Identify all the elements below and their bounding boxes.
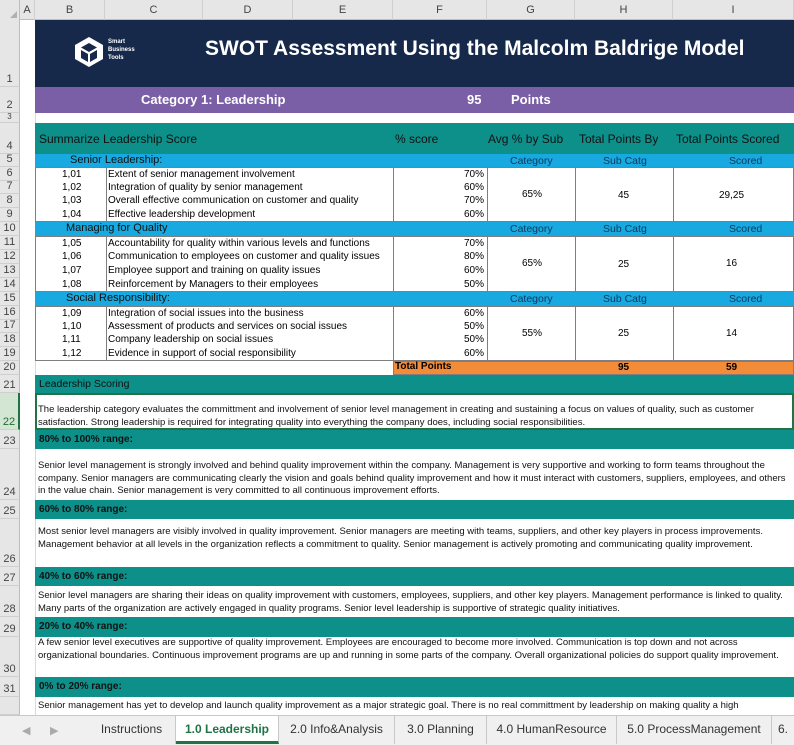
item-description[interactable]: Integration of quality by senior management [108,182,303,193]
worksheet-grid[interactable] [20,20,794,715]
row-header[interactable]: 28 [0,586,20,617]
logo-line: Tools [108,55,124,61]
section-scored[interactable]: 29,25 [719,190,745,201]
range-heading[interactable]: 80% to 100% range: [35,430,794,449]
range-heading[interactable]: 0% to 20% range: [35,677,794,697]
row-header[interactable]: 14 [0,278,20,292]
divider [575,167,576,222]
sheet-tab-human-resource[interactable]: 4.0 HumanResource [487,716,617,744]
avg-pct-header[interactable]: Avg % by Sub [488,132,564,146]
sheet-tab-planning[interactable]: 3.0 Planning [395,716,487,744]
section-scored-label[interactable]: Scored [729,155,763,167]
column-header-a[interactable]: A [20,0,35,20]
divider [673,236,674,292]
section-subcatg-label[interactable]: Sub Catg [603,155,647,167]
item-code[interactable]: 1,06 [62,251,82,262]
item-pct[interactable]: 50% [464,334,485,345]
item-pct[interactable]: 60% [464,308,485,319]
item-code[interactable]: 1,02 [62,182,82,193]
range-heading[interactable]: 40% to 60% range: [35,567,794,586]
section-points[interactable]: 25 [618,328,630,339]
row-header[interactable]: 12 [0,250,20,264]
row-header[interactable]: 4 [0,123,20,154]
row-header[interactable]: 29 [0,617,20,637]
row-header[interactable]: 25 [0,500,20,519]
logo-line: Business [108,47,135,53]
section-category-label[interactable]: Category [510,293,553,305]
row-header[interactable]: 27 [0,567,20,586]
pct-score-header[interactable]: % score [395,132,439,146]
item-code[interactable]: 1,09 [62,308,82,319]
item-description[interactable]: Effective leadership development [108,209,256,220]
item-description[interactable]: Overall effective communication on customer and quality [108,195,359,206]
item-code[interactable]: 1,10 [62,321,82,332]
row-header[interactable]: 30 [0,637,20,677]
row-header[interactable]: 11 [0,236,20,250]
item-description[interactable]: Company leadership on social issues [108,334,274,345]
item-description[interactable]: Employee support and training on quality issues [108,265,321,276]
divider [575,306,576,361]
divider [487,306,488,361]
item-code[interactable]: 1,07 [62,265,82,276]
divider [393,167,394,222]
sheet-tab-leadership[interactable]: 1.0 Leadership [176,716,279,744]
section-avg[interactable]: 55% [522,328,543,339]
logo-line: Smart [108,39,126,45]
row-header[interactable]: 1 [0,20,20,87]
row-header[interactable]: 6 [0,167,20,181]
category-label[interactable]: Category 1: Leadership [141,92,286,107]
item-description[interactable]: Reinforcement by Managers to their employees [108,279,319,290]
row-header[interactable]: 23 [0,430,20,449]
item-pct[interactable]: 60% [464,265,485,276]
item-code[interactable]: 1,03 [62,195,82,206]
section-points[interactable]: 45 [618,190,630,201]
range-description[interactable]: Senior level managers are sharing their ideas on quality improvement with customers, employees, suppliers, and other key players. Management performance is linked to quality. Many parts of the organization are actively engaged in quality programs. Senior level leadership is supportive of strategic quality initiatives. [38,590,783,614]
row-header[interactable]: 13 [0,264,20,278]
row-header-selected[interactable]: 22 [0,393,20,430]
section-scored[interactable]: 14 [726,328,738,339]
category-points[interactable]: 95 [467,92,482,107]
sheet-tab-info-analysis[interactable]: 2.0 Info&Analysis [279,716,395,744]
sheet-tab-overflow[interactable]: 6. [777,722,788,736]
item-description[interactable]: Integration of social issues into the business [108,308,304,319]
divider [106,167,107,222]
column-header-bar [0,0,794,20]
item-description[interactable]: Evidence in support of social responsibility [108,348,296,359]
row-header[interactable]: 3 [0,113,20,123]
row-header[interactable]: 9 [0,208,20,222]
select-all-corner[interactable] [0,0,20,20]
smart-business-tools-logo-icon [73,36,105,68]
item-pct[interactable]: 80% [464,251,485,262]
item-pct[interactable]: 70% [464,169,485,180]
row-header [0,697,20,715]
section-category-label[interactable]: Category [510,223,553,235]
row-header[interactable]: 19 [0,347,20,361]
item-code[interactable]: 1,04 [62,209,82,220]
scoring-intro[interactable]: The leadership category evaluates the committment and involvement of senior level management in creating and sustaining a focus on values of quality, such as customer satisfaction. Strong leadership is required for integrating quality into everything the company does, including social responsibilities. [38,404,754,428]
section-title[interactable]: Social Responsibility: [66,292,170,304]
column-header-i[interactable]: I [673,0,794,20]
row-header[interactable]: 8 [0,194,20,208]
item-pct[interactable]: 50% [464,279,485,290]
range-description[interactable]: Senior level management is strongly involved and behind quality improvement within the company. Management is very supportive and working to form teams throughout the company. Senior managers are communicating clearly the vision and goals behind quality improvement and how it must interact with customers, suppliers, employees, and others in the value chain. Senior management is very committed to all continuous improvement efforts. [38,460,786,496]
divider [393,236,394,292]
row-header[interactable]: 16 [0,306,20,320]
totals-label[interactable]: Total Points [395,361,452,372]
scroll-tabs-right-icon[interactable]: ▶ [50,725,59,737]
item-description[interactable]: Communication to employees on customer and quality issues [108,251,380,262]
row-header[interactable]: 17 [0,320,20,333]
item-description[interactable]: Extent of senior management involvement [108,169,295,180]
range-heading[interactable]: 20% to 40% range: [35,617,794,637]
scoring-heading[interactable]: Leadership Scoring [35,375,794,393]
section-scored[interactable]: 16 [726,258,738,269]
divider [487,167,488,222]
item-code[interactable]: 1,12 [62,348,82,359]
column-header-h[interactable]: H [575,0,673,20]
sheet-tab-instructions[interactable]: Instructions [88,716,176,744]
section-points[interactable]: 25 [618,259,630,270]
column-header-f[interactable]: F [393,0,487,20]
totals-points[interactable]: 95 [618,362,630,373]
divider [575,236,576,292]
item-pct[interactable]: 60% [464,348,485,359]
item-code[interactable]: 1,01 [62,169,82,180]
total-points-scored-header[interactable]: Total Points Scored [676,132,780,146]
section-title[interactable]: Senior Leadership: [70,154,163,166]
item-pct[interactable]: 70% [464,195,485,206]
item-code[interactable]: 1,11 [62,334,81,345]
column-header-c[interactable]: C [105,0,203,20]
item-description[interactable]: Accountability for quality within various levels and functions [108,238,370,249]
item-pct[interactable]: 70% [464,238,485,249]
column-header-b[interactable]: B [35,0,105,20]
divider [393,306,394,361]
divider [106,306,107,361]
sheet-tab-process-management[interactable]: 5.0 ProcessManagement [617,716,772,744]
range-description[interactable]: A few senior level executives are supportive of quality improvement. Employees are encouraged to become more involved. Communication is top down and not across organizational boundaries. Continuous improvement programs are up and running in some parts of the company. Overall organizational policies do support quality improvement. [38,637,779,661]
range-description[interactable]: Most senior level managers are visibly involved in quality improvement. Senior managers are meeting with teams, suppliers, and other key players in process improvements. Management behavior at all levels in the organization reflects a commitment to quality. Senior management is actively promoting and communicating quality improvement. [38,526,763,550]
item-description[interactable]: Assessment of products and services on social issues [108,321,347,332]
row-header[interactable]: 10 [0,222,20,236]
divider [106,236,107,292]
item-code[interactable]: 1,05 [62,238,82,249]
column-header-e[interactable]: E [293,0,393,20]
category-banner [35,87,794,113]
divider [673,306,674,361]
row-header[interactable]: 5 [0,154,20,167]
row-header[interactable]: 21 [0,375,20,393]
totals-scored[interactable]: 59 [726,362,738,373]
column-header-g[interactable]: G [487,0,575,20]
title-banner [35,20,794,87]
scroll-tabs-left-icon[interactable]: ◀ [22,725,31,737]
column-header-d[interactable]: D [203,0,293,20]
item-pct[interactable]: 60% [464,182,485,193]
sheet-tab-bar [0,715,794,745]
row-header[interactable]: 24 [0,449,20,500]
divider [487,236,488,292]
logo-text [108,38,135,62]
section-subcatg-label[interactable]: Sub Catg [603,293,647,305]
item-pct[interactable]: 60% [464,209,485,220]
summarize-header[interactable]: Summarize Leadership Score [39,132,198,146]
item-code[interactable]: 1,08 [62,279,82,290]
row-header[interactable]: 26 [0,519,20,567]
points-label[interactable]: Points [511,92,551,107]
section-scored-label[interactable]: Scored [729,293,763,305]
range-description[interactable]: Senior management has yet to develop and launch quality improvement as a major strategic goal. There is no real committment by leadership on making quality a high [38,700,739,711]
item-pct[interactable]: 50% [464,321,485,332]
page-title[interactable]: SWOT Assessment Using the Malcolm Baldrige Model [205,37,745,60]
row-header[interactable]: 7 [0,181,20,194]
row-header[interactable]: 2 [0,87,20,113]
section-avg[interactable]: 65% [522,189,543,200]
section-scored-label[interactable]: Scored [729,223,763,235]
row-header[interactable]: 20 [0,361,20,375]
total-points-by-header[interactable]: Total Points By [579,132,659,146]
row-header[interactable]: 15 [0,292,20,306]
section-category-label[interactable]: Category [510,155,553,167]
section-title[interactable]: Managing for Quality [66,222,168,234]
row-header[interactable]: 31 [0,677,20,697]
range-heading[interactable]: 60% to 80% range: [35,500,794,519]
divider [673,167,674,222]
section-subcatg-label[interactable]: Sub Catg [603,223,647,235]
row-header[interactable]: 18 [0,333,20,347]
section-avg[interactable]: 65% [522,258,543,269]
